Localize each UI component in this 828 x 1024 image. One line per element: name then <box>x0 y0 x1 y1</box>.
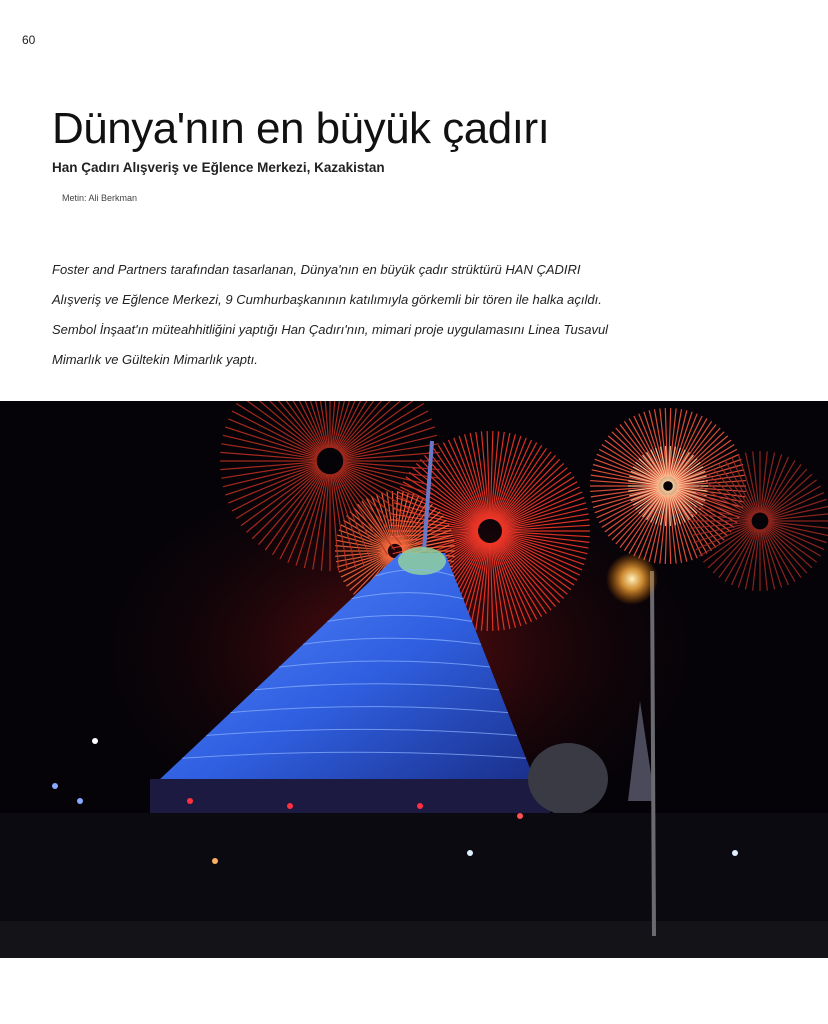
intro-paragraph <box>52 255 732 375</box>
ground-light <box>517 813 523 819</box>
page-number: 60 <box>22 33 36 47</box>
ground-light <box>212 858 218 864</box>
dome-structure <box>528 743 608 815</box>
ground-light <box>52 783 58 789</box>
intro-line: Sembol İnşaat'ın müteahhitliğini yaptığı Han Çadırı'nın, mimari proje uygulamasını Linea Tusavul <box>52 322 609 337</box>
intro-line: Foster and Partners tarafından tasarlanan, Dünya'nın en büyük çadır strüktürü HAN ÇADIRI <box>52 262 581 277</box>
ground-light <box>92 738 98 744</box>
intro-line: Alışveriş ve Eğlence Merkezi, 9 Cumhurbaşkanının katılımıyla görkemli bir tören ile halka açıldı. <box>52 292 602 307</box>
street-lamp-light <box>606 553 658 605</box>
intro-line: Mimarlık ve Gültekin Mimarlık yaptı. <box>52 352 258 367</box>
road <box>0 921 828 958</box>
tent-base <box>150 779 550 813</box>
ground-light <box>187 798 193 804</box>
street-lamp-pole <box>652 571 654 936</box>
article-title: Dünya'nın en büyük çadırı <box>52 104 550 153</box>
tent-fireworks-photo <box>0 401 828 958</box>
photo-illustration <box>0 401 828 958</box>
ground-light <box>417 803 423 809</box>
article-subtitle: Han Çadırı Alışveriş ve Eğlence Merkezi, Kazakistan <box>52 160 385 175</box>
ground-light <box>467 850 473 856</box>
author-credit: Metin: Ali Berkman <box>62 193 138 203</box>
ground-light <box>287 803 293 809</box>
ground-light <box>77 798 83 804</box>
tent-top-glow <box>398 547 446 575</box>
ground-light <box>732 850 738 856</box>
